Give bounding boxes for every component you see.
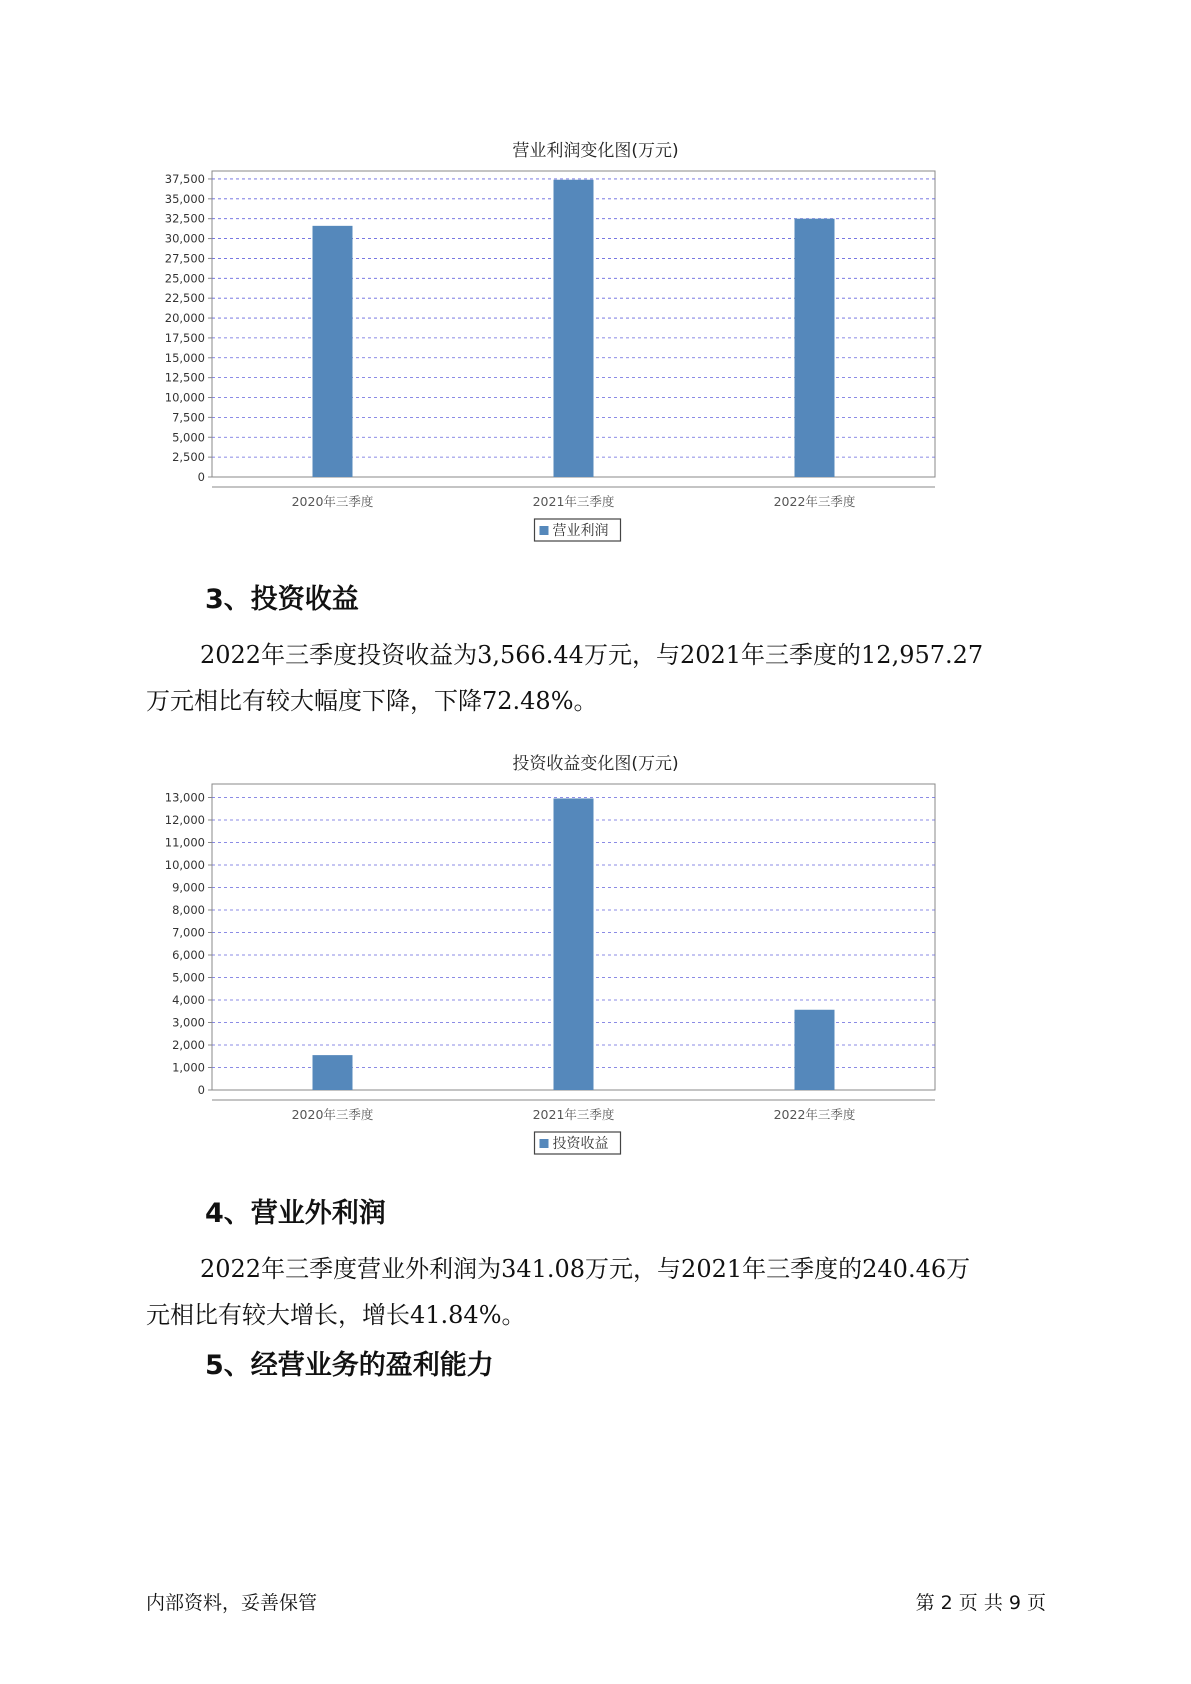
x-tick-label: 2021年三季度 <box>532 1107 615 1122</box>
investment-income-chart <box>150 778 1050 1168</box>
y-tick-label: 27,500 <box>164 251 205 266</box>
bar <box>313 1055 353 1090</box>
legend-swatch <box>540 1139 549 1148</box>
y-tick-label: 0 <box>197 470 205 484</box>
section3-paragraph <box>146 632 1046 724</box>
section5-heading: 5、经营业务的盈利能力 <box>205 1350 494 1381</box>
y-tick-label: 25,000 <box>164 271 205 286</box>
x-tick-label: 2021年三季度 <box>532 494 615 509</box>
y-tick-label: 37,500 <box>164 171 205 186</box>
bar <box>554 798 594 1090</box>
y-tick-label: 5,000 <box>172 430 205 445</box>
y-tick-label: 8,000 <box>172 903 205 917</box>
y-tick-label: 0 <box>197 1083 205 1097</box>
x-tick-label: 2020年三季度 <box>291 494 374 509</box>
section4-line2: 元相比有较大增长，增长41.84%。 <box>146 1301 526 1329</box>
x-tick-label: 2022年三季度 <box>773 494 856 509</box>
x-tick-label: 2020年三季度 <box>291 1107 374 1122</box>
section4-heading: 4、营业外利润 <box>205 1198 386 1229</box>
y-tick-label: 2,500 <box>172 450 205 465</box>
section4-paragraph <box>146 1246 1046 1338</box>
legend-label: 投资收益 <box>552 1136 609 1152</box>
section3-line1: 2022年三季度投资收益为3,566.44万元，与2021年三季度的12,957.27 <box>200 641 984 669</box>
y-tick-label: 7,500 <box>172 410 205 425</box>
y-tick-label: 35,000 <box>164 191 205 206</box>
y-tick-label: 15,000 <box>164 350 205 365</box>
legend-label: 营业利润 <box>552 523 609 539</box>
y-tick-label: 10,000 <box>164 390 205 405</box>
y-tick-label: 6,000 <box>172 948 205 962</box>
footer-confidential: 内部资料，妥善保管 <box>146 1592 318 1614</box>
footer-page-number: 第 2 页 共 9 页 <box>915 1592 1046 1614</box>
y-tick-label: 7,000 <box>172 925 205 940</box>
y-tick-label: 17,500 <box>164 330 205 345</box>
y-tick-label: 32,500 <box>164 211 205 226</box>
bar <box>795 219 835 477</box>
bar <box>554 180 594 477</box>
chart2-title: 投资收益变化图(万元) <box>512 754 679 774</box>
y-tick-label: 11,000 <box>164 835 205 850</box>
y-tick-label: 10,000 <box>164 858 205 872</box>
x-tick-label: 2022年三季度 <box>773 1107 856 1122</box>
y-tick-label: 5,000 <box>172 970 205 985</box>
y-tick-label: 9,000 <box>172 880 205 895</box>
y-tick-label: 3,000 <box>172 1015 205 1030</box>
chart1-title: 营业利润变化图(万元) <box>512 141 679 161</box>
bar <box>795 1010 835 1090</box>
section4-line1: 2022年三季度营业外利润为341.08万元，与2021年三季度的240.46万 <box>200 1255 971 1283</box>
y-tick-label: 12,000 <box>164 813 205 827</box>
legend-swatch <box>540 526 549 535</box>
y-tick-label: 12,500 <box>164 370 205 385</box>
y-tick-label: 1,000 <box>172 1060 205 1075</box>
legend <box>535 1132 621 1154</box>
bar <box>313 226 353 477</box>
y-tick-label: 4,000 <box>172 993 205 1007</box>
operating-profit-chart <box>150 165 1050 555</box>
section3-line2: 万元相比有较大幅度下降，下降72.48%。 <box>146 687 598 715</box>
y-tick-label: 22,500 <box>164 291 205 306</box>
section3-heading: 3、投资收益 <box>205 584 359 615</box>
y-tick-label: 2,000 <box>172 1038 205 1052</box>
legend <box>535 519 621 541</box>
y-tick-label: 20,000 <box>164 311 205 326</box>
y-tick-label: 13,000 <box>164 790 205 805</box>
y-tick-label: 30,000 <box>164 231 205 246</box>
